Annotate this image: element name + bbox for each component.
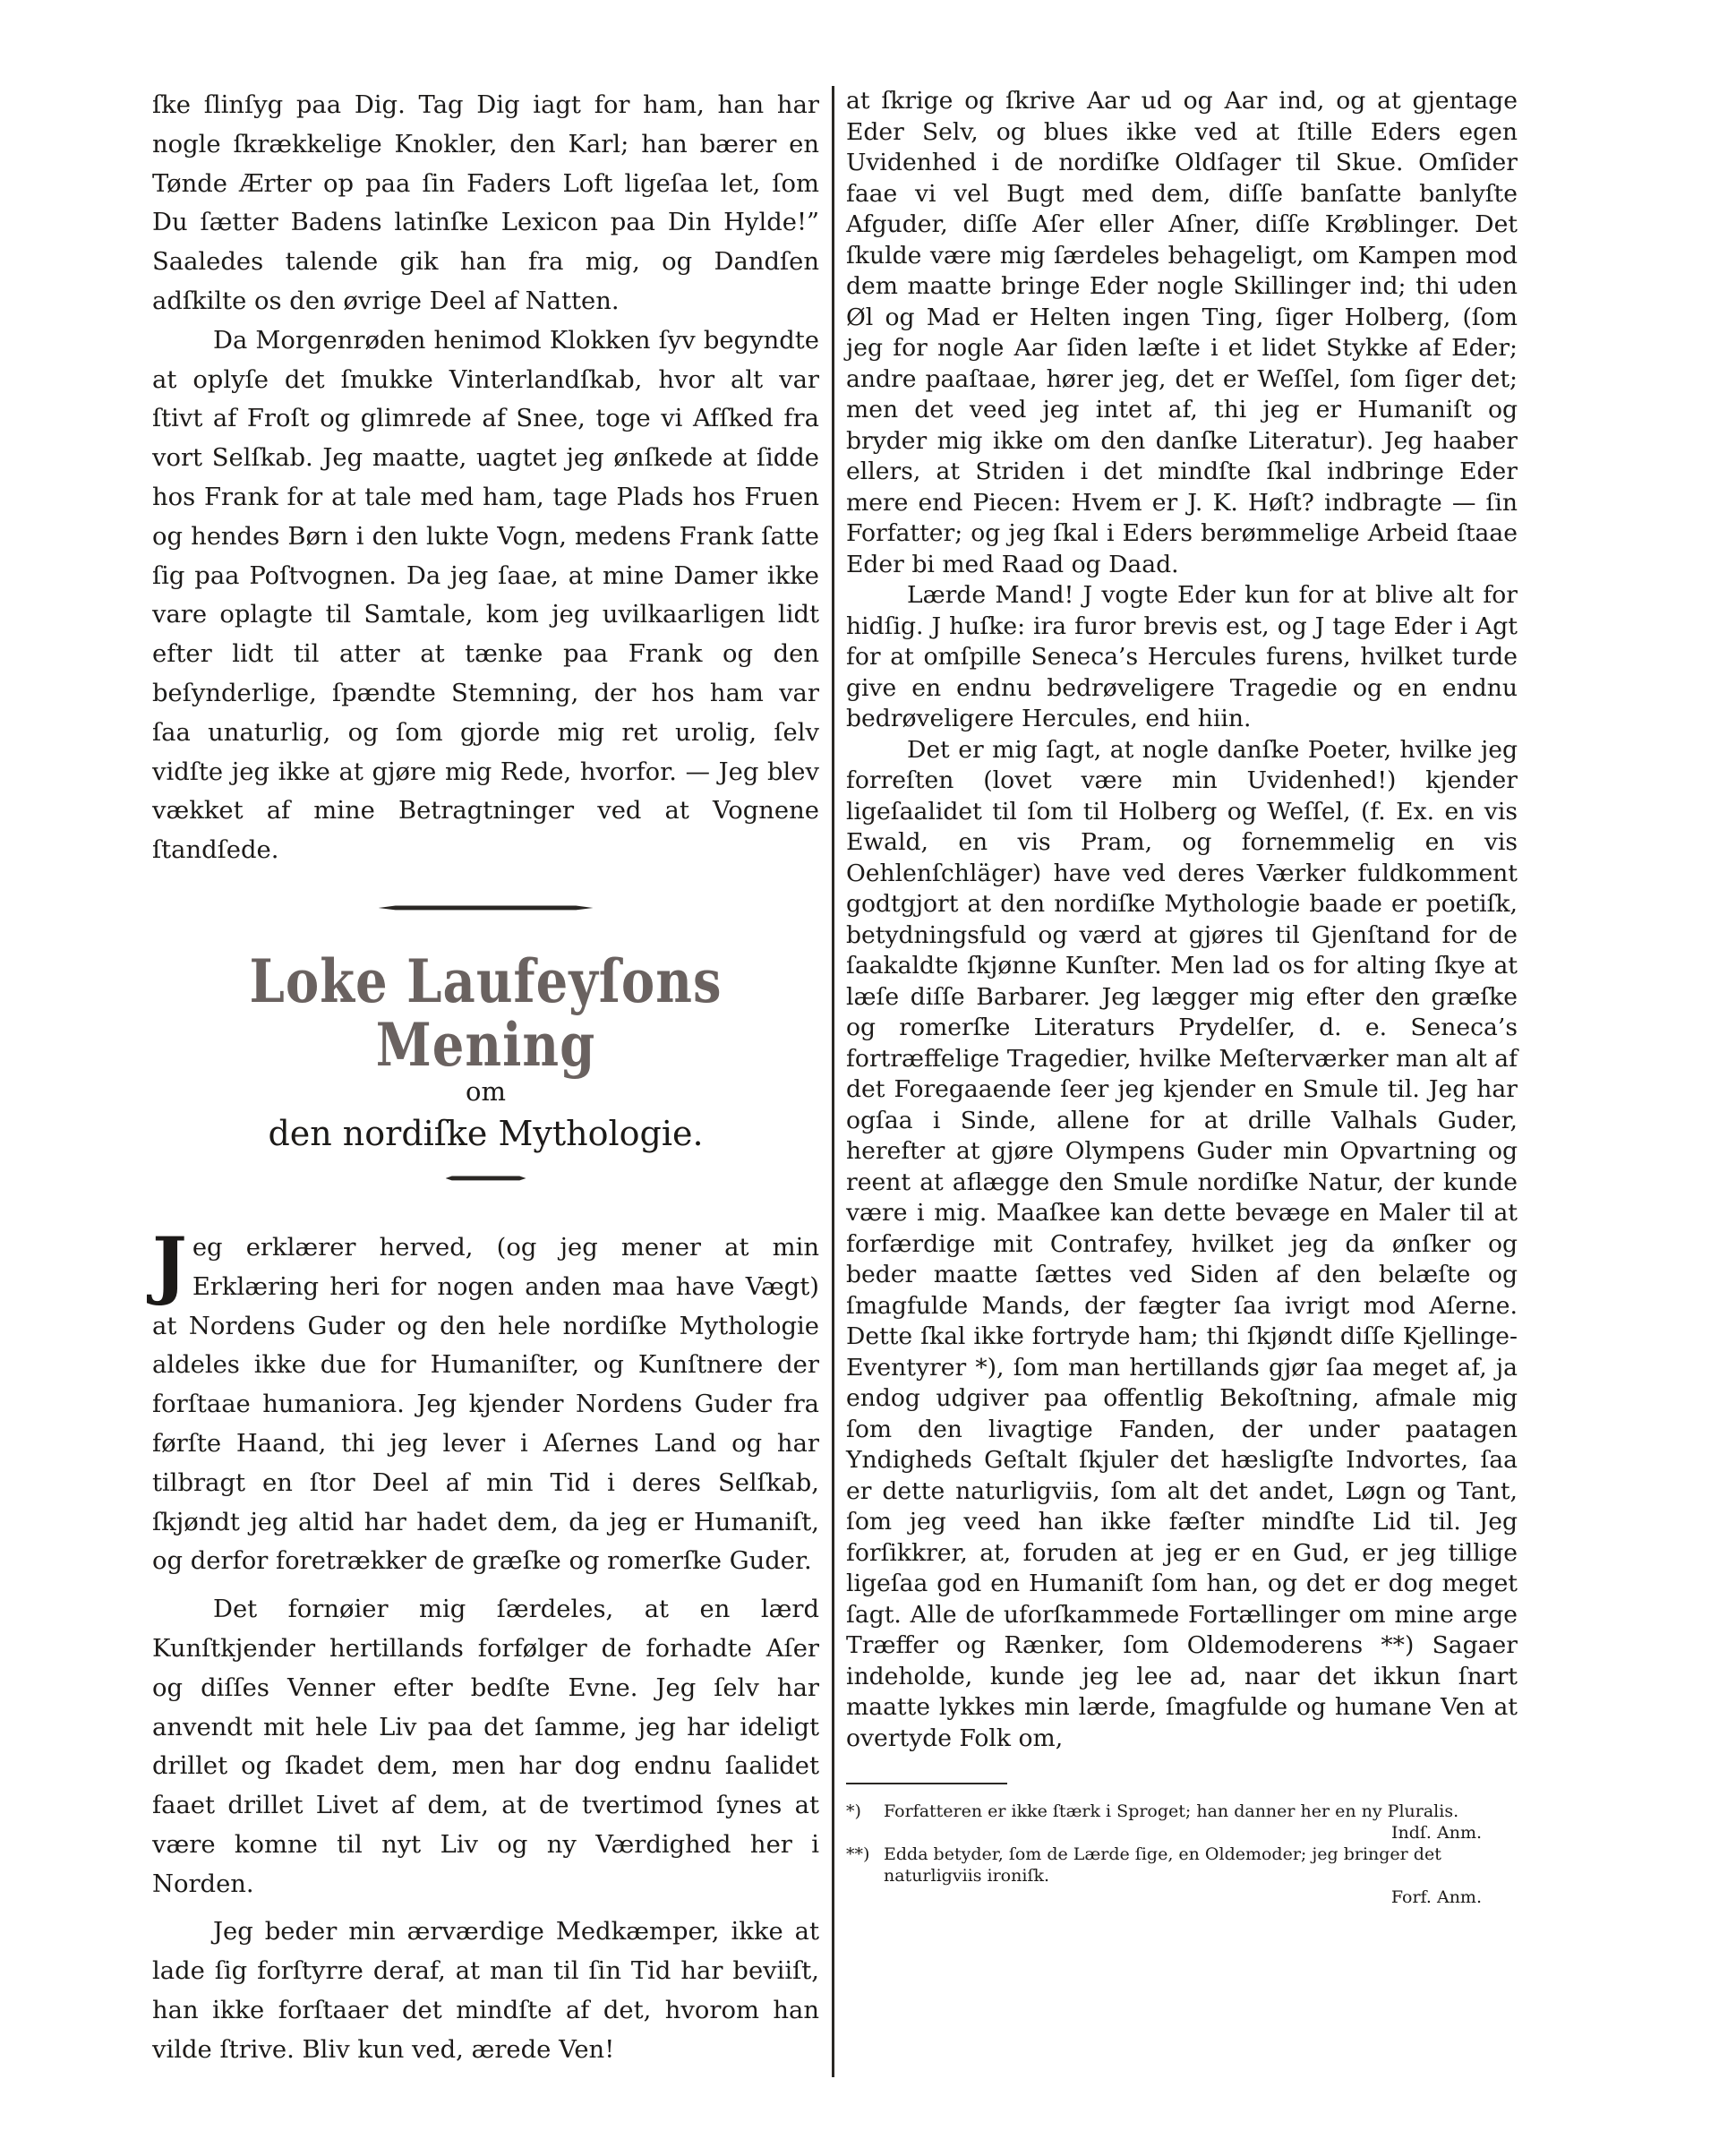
right-paragraph-2: Lærde Mand! J vogte Eder kun for at blive alt for hidſig. J huſke: ira furor brevis est, og J tage Eder i Agt for at omſpille Seneca’s Hercules furens, hvilket turde give en endnu bedrøveligere Tragedie og en endnu bedrøveligere Hercules, end hiin.	[846, 581, 1518, 732]
drop-cap: J	[152, 1221, 187, 1308]
article-paragraph-2: Det fornøier mig ſærdeles, at en lærd Kunſtkjender hertillands forfølger de forhadte Aſer og diſſes Venner efter bedſte Evne. Jeg ſelv har anvendt mit hele Liv paa det ſamme, jeg har ideligt drillet og ſkadet dem, men har dog endnu ſaalidet faaet drillet Livet af dem, at de tvertimod ſynes at være komne til nyt Liv og ny Værdighed her i Norden.	[152, 1596, 819, 1898]
morning-paragraph: Da Morgenrøden henimod Klokken ſyv begyndte at oplyſe det ſmukke Vinterlandſkab, hvor alt var ſtivt af Froſt og glimrede af Snee, toge vi Afſked fra vort Selſkab. Jeg maatte, uagtet jeg ønſkede at ſidde hos Frank for at tale med ham, tage Plads hos Fruen og hendes Børn i den lukte Vogn, medens Frank ſatte ſig paa Poſtvognen. Da jeg ſaae, at mine Damer ikke vare oplagte til Samtale, kom jeg uvilkaarligen lidt efter lidt til atter at tænke paa Frank og den beſynderlige, ſpændte Stemning, der hos ham var ſaa unaturlig, og ſom gjorde mig ret urolig, ſelv vidſte jeg ikke at gjøre mig Rede, hvorfor. — Jeg blev vækket af mine Betragtninger ved at Vognene ſtandſede.	[152, 326, 819, 865]
right-paragraph-3: Det er mig ſagt, at nogle danſke Poeter, hvilke jeg forreſten (lovet være min Uvidenhed!) kjender ligeſaalidet til ſom til Holberg og Weſſel, (f. Ex. en vis Ewald, en vis Pram, og fornemmelig en vis Oehlenſchläger) have ved deres Værker fuldkomment godtgjort at den nordiſke Mythologie baade er poetiſk, betydningsfuld og værd at gjøres til Gjenſtand for de ſaakaldte ſkjønne Kunſter. Men lad os for alting ſkye at læſe diſſe Barbarer. Jeg lægger mig efter den græſke og romerſke Literaturs Prydelſer, d. e. Seneca’s fortræffelige Tragedier, hvilke Meſterværker man alt af det Foregaaende ſeer jeg kjender en Smule til. Jeg har ogſaa i Sinde, allene for at drille Valhals Guder, herefter at gjøre Olympens Guder min Opvartning og reent at aflægge den Smule nordiſke Natur, der kunde være i mig. Maaſkee kan dette bevæge en Maler til at forfærdige mit Contrafey, hvilket jeg da ønſker og beder maatte ſættes ved Siden af den belæſte og ſmagfulde Mands, der fægter ſaa ivrigt mod Aſerne. Dette ſkal ikke fortryde ham; thi ſkjøndt diſſe Kjellinge-Eventyrer *), ſom man hertillands gjør ſaa meget af, ja endog udgiver paa offentlig Bekoſtning, afmale mig ſom den livagtige Fanden, der under paatagen Yndigheds Geſtalt ſkjuler det hæsligſte Indvortes, ſaa er dette naturligviis, ſom alt det andet, Løgn og Tant, ſom jeg veed han ikke fæſter mindſte Lid til. Jeg forſikkrer, at, foruden at jeg er en Gud, er jeg tillige ligeſaa god en Humaniſt ſom han, og det er dog meget ſagt. Alle de uforſkammede Fortællinger om mine arge Træffer og Rænker, ſom Oldemoderens **) Sagaer indeholde, kunde jeg lee ad, naar det ikkun ſnart maatte lykkes min lærde, ſmagfulde og humane Ven at overtyde Folk om,	[846, 735, 1518, 1752]
article-title: Loke Laufeyſons Mening	[249, 946, 723, 1081]
footnote-rule	[846, 1783, 1007, 1784]
footnote-2-credit: Forf. Anm.	[1390, 1887, 1482, 1907]
footnote-1	[846, 1801, 1518, 1844]
article-paragraph-1-text: eg erklærer herved, (og jeg mener at min Erklæring heri for nogen anden maa have Vægt) at Nordens Guder og den hele nordiſke Mythologie aldeles ikke due for Humaniſter, og Kunſtnere der forſtaae humaniora. Jeg kjender Nordens Guder fra førſte Haand, thi jeg lever i Aſernes Land og har tilbragt en ſtor Deel af min Tid i deres Selſkab, ſkjøndt jeg altid har hadet dem, da jeg er Humaniſt, og derfor foretrækker de græſke og romerſke Guder.	[152, 1233, 819, 1576]
column-divider	[832, 86, 834, 2077]
left-column	[152, 86, 819, 2070]
article-subtitle-topic: den nordiſke Mythologie.	[268, 1113, 704, 1153]
footnote-1-text: Forfatteren er ikke ſtærk i Sproget; han danner her en ny Pluralis.	[884, 1801, 1459, 1821]
footnote-2-mark: **)	[846, 1844, 870, 1864]
article-subtitle-om: om	[466, 1075, 506, 1107]
section-divider-ornament	[379, 904, 594, 911]
footnote-2	[846, 1844, 1518, 1908]
right-column	[846, 86, 1518, 1908]
article-paragraph-1	[152, 1221, 819, 1581]
right-paragraph-1: at ſkrige og ſkrive Aar ud og Aar ind, og at gjentage Eder Selv, og blues ikke ved at ſtille Eders egen Uvidenhed i de nordiſke Oldſager til Skue. Omſider faae vi vel Bugt med dem, diſſe banſatte banlyſte Afguder, diſſe Aſer eller Aſner, diſſe Krøblinger. Det ſkulde være mig ſærdeles behageligt, om Kampen mod dem maatte bringe Eder nogle Skillinger ind; thi uden Øl og Mad er Helten ingen Ting, ſiger Holberg, (ſom jeg for nogle Aar ſiden læſte i et lidet Stykke af Eder; andre paaſtaae, hører jeg, det er Weſſel, ſom ſiger det; men det veed jeg intet af, thi jeg er Humaniſt og bryder mig ikke om den danſke Literatur). Jeg haaber ellers, at Striden i det mindſte ſkal indbringe Eder mere end Piecen: Hvem er J. K. Høſt? indbragte — ſin Forfatter; og jeg ſkal i Eders berømmelige Arbeid ſtaae Eder bi med Raad og Daad.	[846, 87, 1518, 578]
article-paragraph-3: Jeg beder min ærværdige Medkæmper, ikke at lade ſig forſtyrre deraf, at man til ſin Tid har beviiſt, han ikke forſtaaer det mindſte af det, hvorom han vilde ſtrive. Bliv kun ved, ærede Ven!	[152, 1918, 819, 2064]
footnote-1-credit: Indſ. Anm.	[1390, 1823, 1482, 1843]
footnote-2-text: Edda betyder, ſom de Lærde ſige, en Oldemoder; jeg bringer det naturligviis ironiſk.	[884, 1844, 1441, 1886]
title-divider-ornament	[446, 1175, 526, 1182]
footnote-1-mark: *)	[846, 1801, 861, 1821]
continuation-paragraph: ſke ſlinſyg paa Dig. Tag Dig iagt for ham, han har nogle ſkrækkelige Knokler, den Karl; han bærer en Tønde Ærter op paa ſin Faders Loft ligeſaa let, ſom Du ſætter Badens latinſke Lexicon paa Din Hylde!” Saaledes talende gik han fra mig, og Dandſen adſkilte os den øvrige Deel af Natten.	[152, 91, 819, 315]
